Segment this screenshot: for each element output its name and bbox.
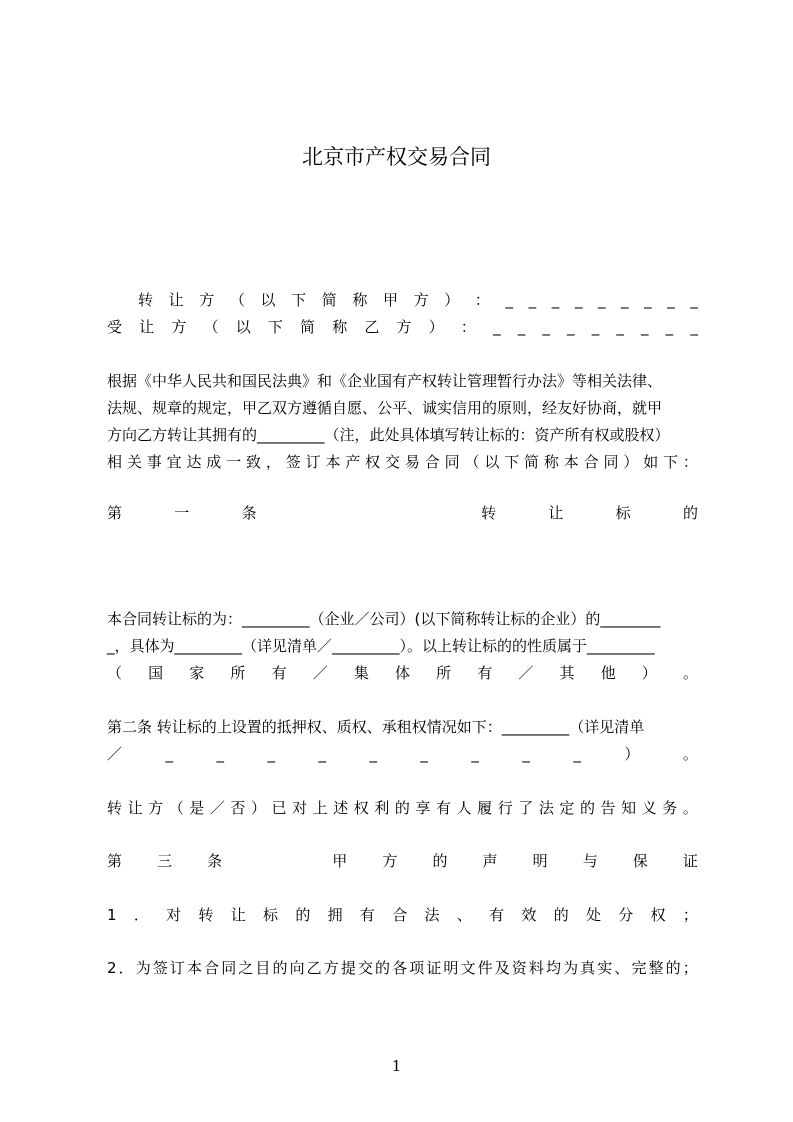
text-char: ； — [682, 959, 698, 977]
party-a-line — [138, 289, 698, 311]
text-char: 。 — [682, 799, 698, 817]
text-char: 。 — [682, 664, 698, 682]
text-char: 已 — [271, 799, 287, 817]
text-char: 让 — [168, 291, 184, 309]
text-char: 。 — [682, 745, 698, 763]
text-char: 向 — [289, 959, 305, 977]
text-char: 以 — [235, 318, 251, 336]
intro-line-3: 方向乙方转让其拥有的_________（注，此处具体填写转让标的：资产所有权或股权） — [107, 426, 670, 444]
text-char: 转 — [107, 799, 123, 817]
text-char: ／ — [107, 745, 123, 763]
text-char: 订 — [305, 453, 321, 471]
text-char: 的 — [394, 799, 410, 817]
text-char: 明 — [443, 959, 459, 977]
text-char: ） — [444, 291, 460, 309]
text-char: 各 — [392, 959, 408, 977]
text-char: _ — [369, 745, 377, 763]
text-char: 下 — [291, 291, 307, 309]
text-char: 甲 — [383, 291, 399, 309]
text-char: 产 — [345, 453, 361, 471]
text-char: 方 — [171, 318, 187, 336]
text-char: 法 — [424, 906, 440, 924]
article-1-line-3 — [107, 662, 698, 684]
text-char: 合 — [392, 906, 408, 924]
text-char: 受 — [107, 318, 123, 336]
text-char: _ — [493, 318, 501, 336]
text-char: 件 — [477, 959, 493, 977]
text-char: ／ — [518, 664, 534, 682]
text-char: （ — [107, 664, 123, 682]
text-char: 完 — [631, 959, 647, 977]
text-char: 义 — [641, 799, 657, 817]
text-char: ／ — [312, 664, 328, 682]
text-char: 签 — [152, 959, 168, 977]
text-char: 目 — [255, 959, 271, 977]
intro-line-2: 法规、规章的规定，甲乙双方遵循自愿、公平、诚实信用的原则，经友好协商，就甲 — [107, 399, 663, 417]
text-char: 资 — [511, 959, 527, 977]
text-char: _ — [420, 745, 428, 763]
text-char: （ — [229, 291, 245, 309]
text-char: 项 — [409, 959, 425, 977]
article-1-body — [107, 608, 698, 684]
text-char: 宜 — [166, 453, 182, 471]
article-3-item-1 — [107, 904, 698, 926]
text-char: _ — [644, 291, 652, 309]
text-char: 述 — [333, 799, 349, 817]
text-char: 成 — [206, 453, 222, 471]
article-2-line-2 — [107, 743, 698, 765]
text-char: 同 — [444, 453, 460, 471]
text-char: （ — [464, 453, 480, 471]
party-b-line — [107, 316, 698, 338]
text-char: 所 — [436, 664, 452, 682]
text-char: 为 — [135, 959, 151, 977]
text-char: 如 — [643, 453, 659, 471]
text-char: 让 — [139, 318, 155, 336]
text-char: _ — [621, 291, 629, 309]
text-char: 所 — [230, 664, 246, 682]
text-char: 集 — [353, 664, 369, 682]
text-char: 以 — [260, 291, 276, 309]
text-char: _ — [690, 291, 698, 309]
intro-line-1: 根据《中华人民共和国民法典》和《企业国有产权转让管理暂行办法》等相关法律、 — [107, 372, 663, 390]
text-char: ； — [682, 906, 698, 924]
text-char: 对 — [292, 799, 308, 817]
text-char: 人 — [456, 799, 472, 817]
article-2 — [107, 716, 698, 765]
page-number: 1 — [391, 1057, 402, 1075]
article-3-heading: 第 三 条 甲 方 的 声 明 与 保 证 — [107, 852, 698, 870]
text-char: 履 — [477, 799, 493, 817]
text-char: 相 — [107, 453, 123, 471]
text-char: 简 — [321, 291, 337, 309]
text-char: 转 — [198, 906, 214, 924]
article-1-heading: 第 一 条 转 让 标 的 — [107, 504, 698, 522]
text-char: 均 — [545, 959, 561, 977]
text-char: 务 — [662, 799, 678, 817]
text-char: 合 — [583, 453, 599, 471]
text-char: ） — [624, 745, 640, 763]
text-char: 之 — [238, 959, 254, 977]
text-char: ． — [133, 906, 149, 924]
text-char: 有 — [271, 664, 287, 682]
text-char: 告 — [600, 799, 616, 817]
text-char: _ — [667, 291, 675, 309]
text-char: 是 — [189, 799, 205, 817]
text-char: 签 — [285, 453, 301, 471]
text-char: _ — [471, 745, 479, 763]
text-char: _ — [665, 318, 674, 336]
text-char: 权 — [650, 906, 666, 924]
article-2-line-1: 第二条 转让标的上设置的抵押权、质权、承租权情况如下：_________（详见清单 — [107, 718, 645, 736]
text-char: ／ — [209, 799, 225, 817]
text-char: 方 — [323, 959, 339, 977]
text-char: 简 — [300, 318, 316, 336]
article-1-line-2: _，具体为_________（详见清单／_________）。以上转让标的的性质属于_________ — [107, 637, 655, 655]
text-char: ： — [474, 291, 490, 309]
text-char: 的 — [579, 799, 595, 817]
intro-line-4 — [107, 451, 698, 473]
text-char: 、 — [614, 959, 630, 977]
text-char: _ — [574, 291, 583, 309]
text-char: 交 — [357, 959, 373, 977]
text-char: 法 — [538, 799, 554, 817]
text-char: ： — [682, 453, 698, 471]
text-char: 一 — [226, 453, 242, 471]
text-char: 上 — [312, 799, 328, 817]
text-char: 有 — [359, 906, 375, 924]
text-char: 的 — [375, 959, 391, 977]
text-char: 权 — [365, 453, 381, 471]
text-char: _ — [318, 745, 326, 763]
text-char: ） — [641, 664, 657, 682]
text-char: 标 — [263, 906, 279, 924]
text-char: 定 — [559, 799, 575, 817]
text-char: _ — [165, 745, 173, 763]
text-char: 合 — [204, 959, 220, 977]
text-char: 行 — [497, 799, 513, 817]
text-char: 的 — [553, 906, 569, 924]
text-char: 关 — [126, 453, 142, 471]
text-char: 转 — [138, 291, 154, 309]
text-char: 其 — [559, 664, 575, 682]
text-char: _ — [505, 291, 513, 309]
text-char: 真 — [580, 959, 596, 977]
text-char: 提 — [340, 959, 356, 977]
text-char: 下 — [504, 453, 520, 471]
text-char: 称 — [332, 318, 348, 336]
text-char: 文 — [460, 959, 476, 977]
text-char: 合 — [424, 453, 440, 471]
text-char: _ — [216, 745, 224, 763]
text-char: _ — [542, 318, 550, 336]
document-title: 北京市产权交易合同 — [302, 145, 491, 169]
notice-line — [107, 797, 698, 819]
text-char: 以 — [484, 453, 500, 471]
text-char: 事 — [146, 453, 162, 471]
text-char: 下 — [663, 453, 679, 471]
text-char: 的 — [295, 906, 311, 924]
text-char: 及 — [494, 959, 510, 977]
text-char: 利 — [374, 799, 390, 817]
text-char: 方 — [396, 318, 412, 336]
text-char: 他 — [600, 664, 616, 682]
text-char: 的 — [665, 959, 681, 977]
text-char: 方 — [199, 291, 215, 309]
text-char: 有 — [489, 906, 505, 924]
text-char: （ — [168, 799, 184, 817]
text-char: 有 — [436, 799, 452, 817]
text-char: 分 — [618, 906, 634, 924]
text-char: 让 — [230, 906, 246, 924]
text-char: 达 — [186, 453, 202, 471]
text-char: ： — [460, 318, 476, 336]
text-char: 为 — [563, 959, 579, 977]
text-char: 效 — [521, 906, 537, 924]
text-char: 本 — [187, 959, 203, 977]
text-char: 料 — [528, 959, 544, 977]
text-char: 本 — [563, 453, 579, 471]
text-char: 交 — [385, 453, 401, 471]
text-char: 权 — [353, 799, 369, 817]
text-char: _ — [517, 318, 526, 336]
article-3-item-2 — [107, 957, 698, 979]
text-char: _ — [267, 745, 275, 763]
text-char: 证 — [426, 959, 442, 977]
text-char: ） — [623, 453, 639, 471]
text-char: 了 — [518, 799, 534, 817]
text-char: 同 — [603, 453, 619, 471]
text-char: 方 — [413, 291, 429, 309]
text-char: 拥 — [327, 906, 343, 924]
text-char: 体 — [394, 664, 410, 682]
text-char: 称 — [543, 453, 559, 471]
text-char: 国 — [148, 664, 164, 682]
text-char: _ — [522, 745, 530, 763]
text-char: ） — [428, 318, 444, 336]
text-char: _ — [597, 291, 606, 309]
text-char: 易 — [404, 453, 420, 471]
text-char: 享 — [415, 799, 431, 817]
text-char: 下 — [267, 318, 283, 336]
text-char: 的 — [272, 959, 288, 977]
text-char: 知 — [621, 799, 637, 817]
text-char: 让 — [127, 799, 143, 817]
text-char: _ — [573, 745, 581, 763]
text-char: ） — [250, 799, 266, 817]
text-char: 对 — [166, 906, 182, 924]
text-char: 致 — [246, 453, 262, 471]
text-char: _ — [690, 318, 698, 336]
text-char: （ — [203, 318, 219, 336]
article-1-line-1: 本合同转让标的为：_________（企业／公司）(以下简称转让标的企业）的________ — [107, 610, 661, 628]
text-char: ， — [265, 453, 281, 471]
intro-paragraph — [107, 370, 698, 473]
text-char: 方 — [148, 799, 164, 817]
text-char: 2 — [107, 959, 117, 977]
text-char: 否 — [230, 799, 246, 817]
text-char: _ — [616, 318, 624, 336]
text-char: _ — [641, 318, 649, 336]
text-char: 简 — [524, 453, 540, 471]
text-char: ． — [118, 959, 134, 977]
text-char: 订 — [169, 959, 185, 977]
text-char: 有 — [477, 664, 493, 682]
text-char: 家 — [189, 664, 205, 682]
text-char: 、 — [456, 906, 472, 924]
text-char: 1 — [107, 906, 117, 924]
text-char: 乙 — [364, 318, 380, 336]
text-char: _ — [528, 291, 537, 309]
text-char: 称 — [352, 291, 368, 309]
text-char: _ — [551, 291, 560, 309]
text-char: _ — [567, 318, 575, 336]
text-char: 乙 — [306, 959, 322, 977]
text-char: _ — [591, 318, 600, 336]
text-char: 处 — [585, 906, 601, 924]
text-char: 同 — [221, 959, 237, 977]
text-char: 整 — [648, 959, 664, 977]
text-char: 本 — [325, 453, 341, 471]
text-char: 实 — [597, 959, 613, 977]
